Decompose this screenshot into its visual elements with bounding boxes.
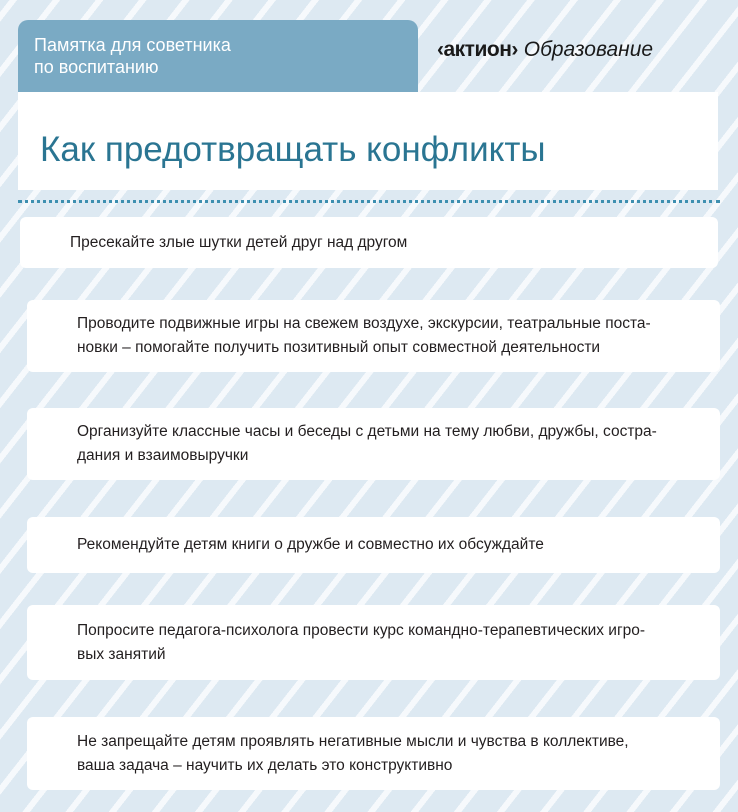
header-subtitle-line1: Памятка для советника bbox=[34, 35, 231, 55]
brand-name-italic: Образование bbox=[523, 38, 654, 61]
tip-text: Проводите подвижные игры на свежем воздухе, экскурсии, театральные поста- новки – помогайте получить позитивный опыт совместной деятельности bbox=[77, 315, 651, 356]
tip-card bbox=[20, 217, 718, 268]
brand-name-bold: ‹актион› bbox=[437, 38, 518, 61]
tip-card bbox=[27, 605, 720, 680]
header-banner bbox=[18, 20, 418, 92]
dotted-divider bbox=[18, 200, 720, 203]
brand-logo bbox=[437, 38, 653, 62]
tip-card bbox=[27, 408, 720, 480]
header-subtitle-line2: по воспитанию bbox=[34, 57, 159, 77]
tip-card bbox=[27, 717, 720, 790]
tip-card bbox=[27, 517, 720, 573]
tip-text: Не запрещайте детям проявлять негативные мысли и чувства в коллективе, ваша задача – научить их делать это конструктивно bbox=[77, 732, 629, 774]
page-title: Как предотвращать конфликты bbox=[40, 130, 546, 169]
title-box bbox=[18, 92, 718, 190]
tip-text: Организуйте классные часы и беседы с детьми на тему любви, дружбы, состра- дания и взаимовыручки bbox=[77, 423, 657, 464]
tip-text: Рекомендуйте детям книги о дружбе и совместно их обсуждайте bbox=[77, 536, 544, 553]
tip-card bbox=[27, 300, 720, 372]
tip-text: Пресекайте злые шутки детей друг над другом bbox=[70, 233, 408, 251]
tip-text: Попросите педагога-психолога провести курс командно-терапевтических игро- вых занятий bbox=[77, 621, 645, 663]
